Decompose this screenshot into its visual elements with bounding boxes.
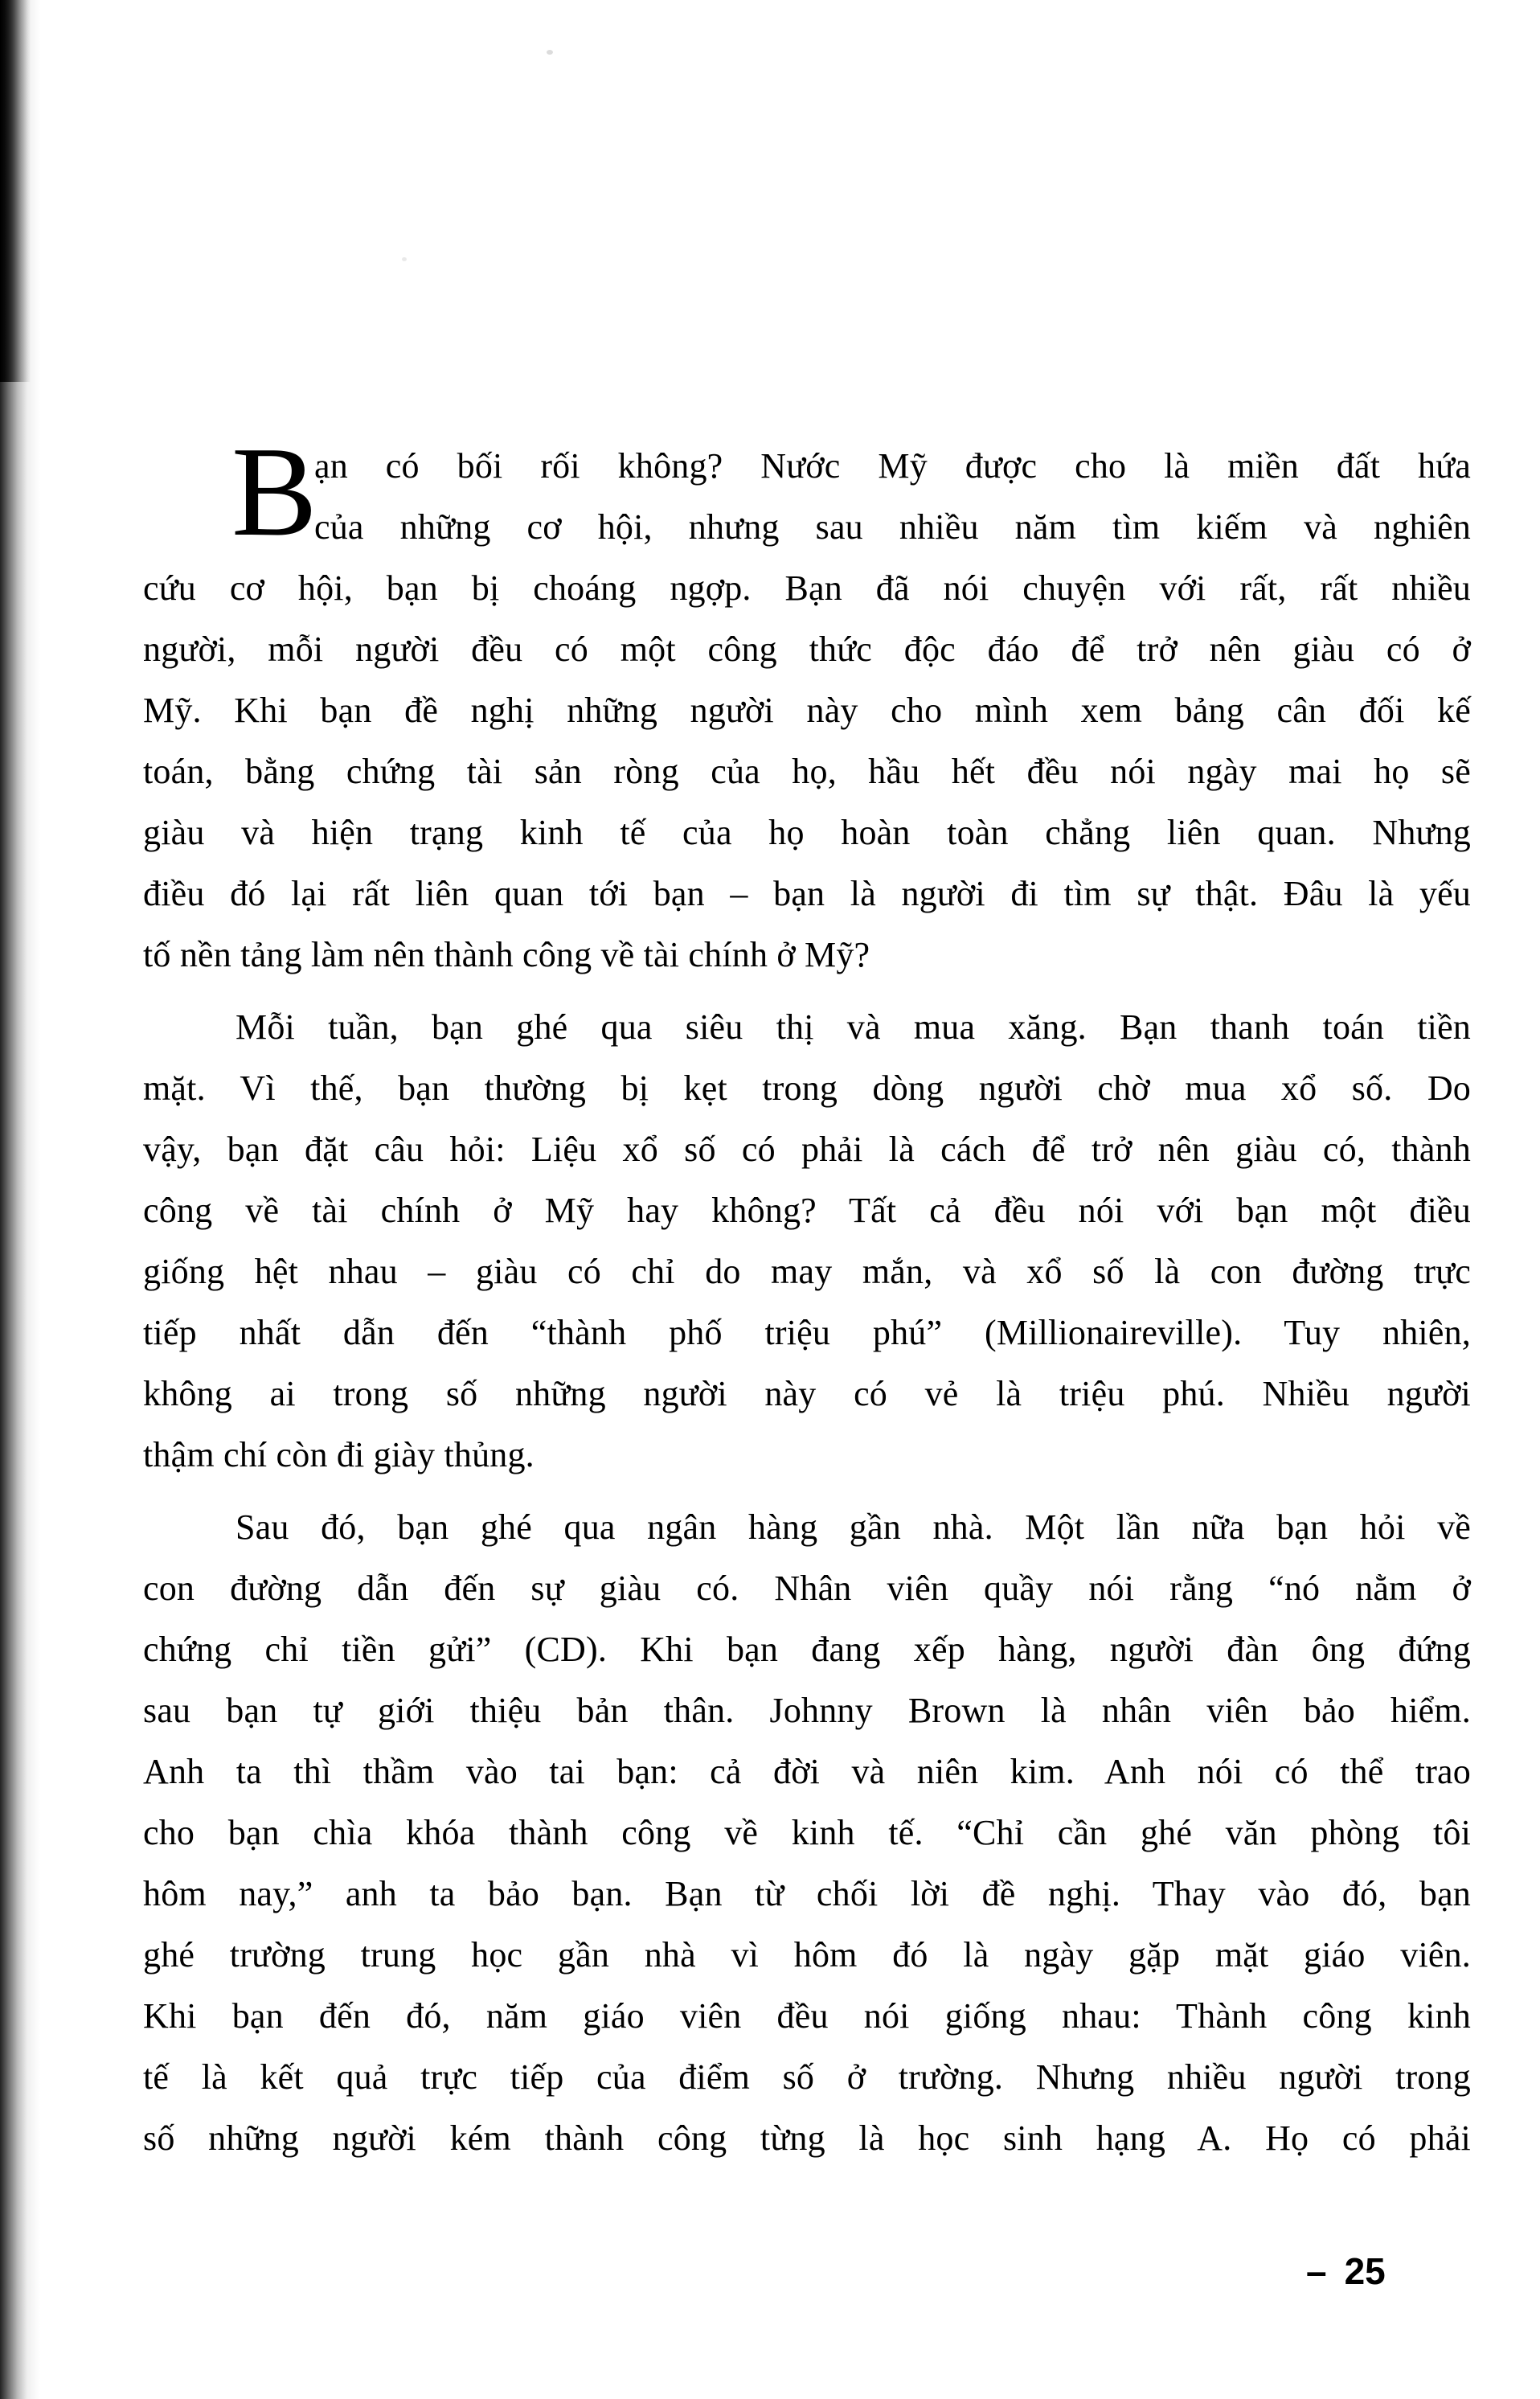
- body-text: [143, 420, 1471, 2169]
- text-line: ghé trường trung học gần nhà vì hôm đó là ngày gặp mặt giáo viên.: [143, 1935, 1471, 1975]
- text-line: thậm chí còn đi giày thủng.: [143, 1435, 534, 1474]
- text-line: toán, bằng chứng tài sản ròng của họ, hầu hết đều nói ngày mai họ sẽ: [143, 752, 1471, 791]
- page-number: [1306, 2250, 1386, 2292]
- text-line: chứng chỉ tiền gửi” (CD). Khi bạn đang xếp hàng, người đàn ông đứng: [143, 1630, 1471, 1669]
- dropcap-letter: B: [231, 420, 317, 563]
- text-line: vậy, bạn đặt câu hỏi: Liệu xổ số có phải là cách để trở nên giàu có, thành: [143, 1130, 1471, 1169]
- text-line: Mỹ. Khi bạn đề nghị những người này cho mình xem bảng cân đối kế: [143, 691, 1471, 730]
- text-line: Anh ta thì thầm vào tai bạn: cả đời và niên kim. Anh nói có thể trao: [143, 1752, 1471, 1791]
- text-line: con đường dẫn đến sự giàu có. Nhân viên quầy nói rằng “nó nằm ở: [143, 1569, 1471, 1608]
- paragraph: [143, 420, 1471, 986]
- text-line: cứu cơ hội, bạn bị choáng ngợp. Bạn đã nói chuyện với rất, rất nhiều: [143, 568, 1471, 608]
- text-line: tố nền tảng làm nên thành công về tài chính ở Mỹ?: [143, 935, 870, 974]
- text-line: Sau đó, bạn ghé qua ngân hàng gần nhà. Một lần nữa bạn hỏi về: [236, 1507, 1471, 1547]
- text-line: số những người kém thành công từng là học sinh hạng A. Họ có phải: [143, 2118, 1471, 2158]
- scan-speck: [547, 50, 553, 55]
- text-line: giàu và hiện trạng kinh tế của họ hoàn toàn chẳng liên quan. Nhưng: [143, 813, 1471, 852]
- text-line: mặt. Vì thế, bạn thường bị kẹt trong dòng người chờ mua xổ số. Do: [143, 1068, 1471, 1108]
- paragraph: [143, 1497, 1471, 2169]
- page-number-value: 25: [1344, 2250, 1386, 2292]
- text-line: ạn có bối rối không? Nước Mỹ được cho là miền đất hứa: [314, 446, 1471, 486]
- text-line: hôm nay,” anh ta bảo bạn. Bạn từ chối lời đề nghị. Thay vào đó, bạn: [143, 1874, 1471, 1913]
- scan-speck: [402, 257, 407, 261]
- binding-shadow-top: [0, 0, 31, 382]
- text-line: tế là kết quả trực tiếp của điểm số ở trường. Nhưng nhiều người trong: [143, 2057, 1471, 2097]
- text-line: không ai trong số những người này có vẻ là triệu phú. Nhiều người: [143, 1374, 1471, 1413]
- text-line: người, mỗi người đều có một công thức độc đáo để trở nên giàu có ở: [143, 629, 1471, 669]
- text-line: sau bạn tự giới thiệu bản thân. Johnny Brown là nhân viên bảo hiểm.: [143, 1691, 1471, 1730]
- text-line: cho bạn chìa khóa thành công về kinh tế. “Chỉ cần ghé văn phòng tôi: [143, 1813, 1471, 1852]
- text-line: giống hệt nhau – giàu có chỉ do may mắn, và xổ số là con đường trực: [143, 1252, 1471, 1291]
- paragraph: [143, 997, 1471, 1486]
- page-number-dash: –: [1306, 2250, 1327, 2292]
- text-line: công về tài chính ở Mỹ hay không? Tất cả đều nói với bạn một điều: [143, 1191, 1471, 1230]
- text-line: của những cơ hội, nhưng sau nhiều năm tìm kiếm và nghiên: [314, 507, 1471, 547]
- text-line: điều đó lại rất liên quan tới bạn – bạn là người đi tìm sự thật. Đâu là yếu: [143, 874, 1471, 913]
- text-line: tiếp nhất dẫn đến “thành phố triệu phú” (Millionaireville). Tuy nhiên,: [143, 1313, 1471, 1352]
- text-line: Mỗi tuần, bạn ghé qua siêu thị và mua xăng. Bạn thanh toán tiền: [236, 1007, 1471, 1047]
- text-line: Khi bạn đến đó, năm giáo viên đều nói giống nhau: Thành công kinh: [143, 1996, 1471, 2036]
